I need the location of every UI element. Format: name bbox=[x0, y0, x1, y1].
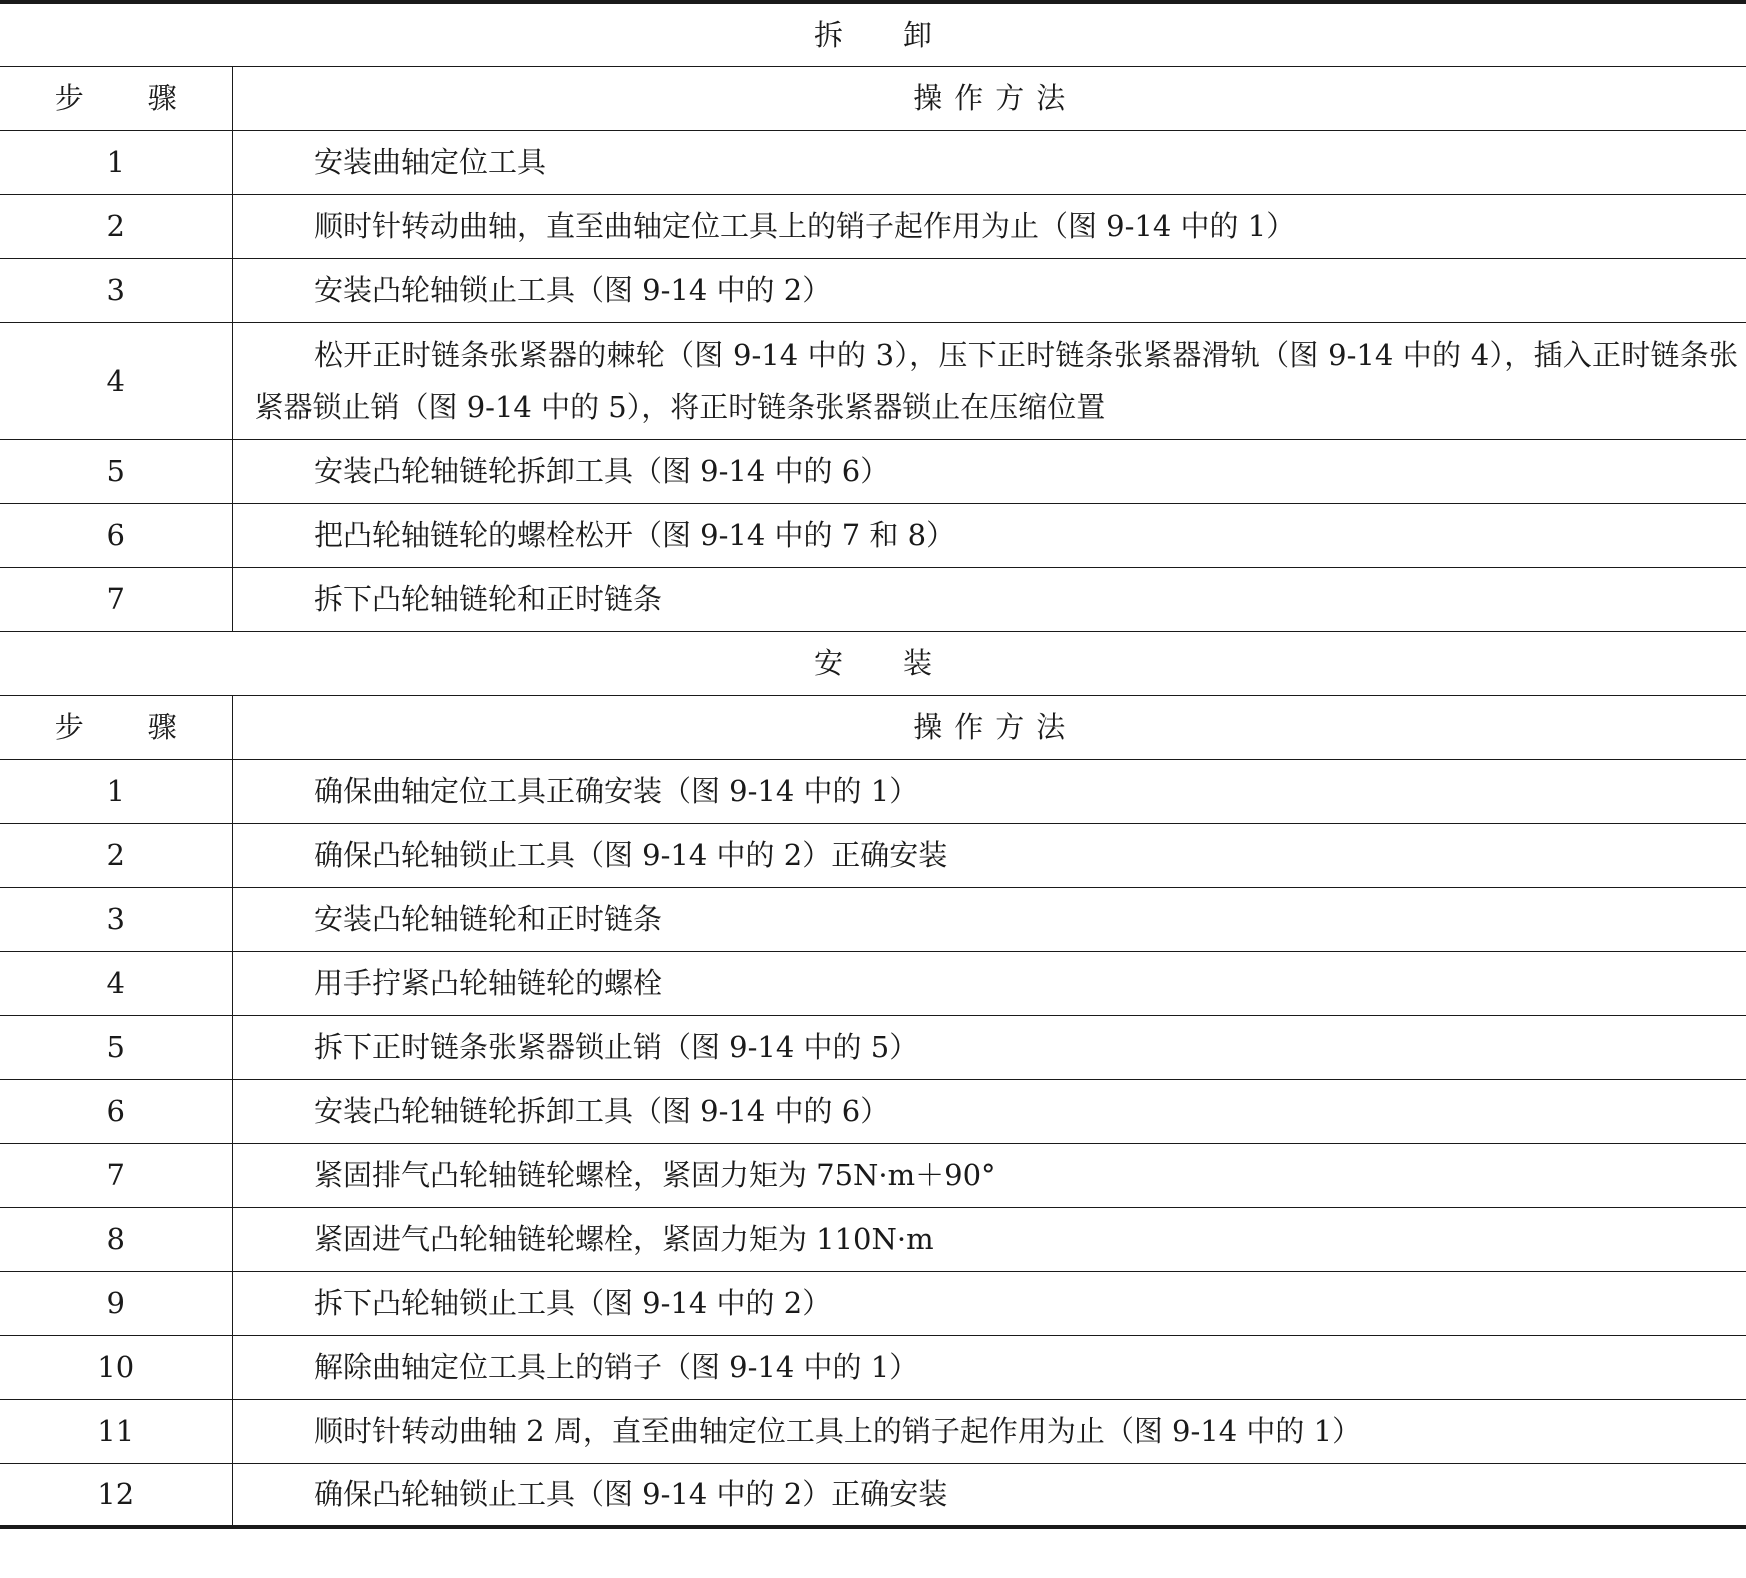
column-header-step: 步骤 bbox=[0, 695, 232, 759]
step-number: 2 bbox=[0, 823, 232, 887]
table-row bbox=[0, 1143, 1746, 1207]
section-title-installation: 安装 bbox=[0, 631, 1746, 695]
step-description: 确保曲轴定位工具正确安装（图 9-14 中的 1） bbox=[232, 759, 1746, 823]
table-row bbox=[0, 759, 1746, 823]
step-number: 7 bbox=[0, 1143, 232, 1207]
section-title-removal: 拆卸 bbox=[0, 2, 1746, 66]
step-description: 顺时针转动曲轴，直至曲轴定位工具上的销子起作用为止（图 9-14 中的 1） bbox=[232, 194, 1746, 258]
step-number: 3 bbox=[0, 887, 232, 951]
column-header-step: 步骤 bbox=[0, 66, 232, 130]
step-description: 确保凸轮轴锁止工具（图 9-14 中的 2）正确安装 bbox=[232, 1463, 1746, 1527]
step-description: 把凸轮轴链轮的螺栓松开（图 9-14 中的 7 和 8） bbox=[232, 503, 1746, 567]
step-description: 拆下凸轮轴锁止工具（图 9-14 中的 2） bbox=[232, 1271, 1746, 1335]
table-row bbox=[0, 1335, 1746, 1399]
table-row bbox=[0, 130, 1746, 194]
step-number: 3 bbox=[0, 258, 232, 322]
step-description: 松开正时链条张紧器的棘轮（图 9-14 中的 3），压下正时链条张紧器滑轨（图 9-14 中的 4），插入正时链条张紧器锁止销（图 9-14 中的 5），将正时链条张紧器锁止在压缩位置 bbox=[232, 322, 1746, 439]
step-number: 11 bbox=[0, 1399, 232, 1463]
section-title-row bbox=[0, 631, 1746, 695]
table-row bbox=[0, 1207, 1746, 1271]
step-number: 8 bbox=[0, 1207, 232, 1271]
column-header-method: 操作方法 bbox=[232, 695, 1746, 759]
step-description: 解除曲轴定位工具上的销子（图 9-14 中的 1） bbox=[232, 1335, 1746, 1399]
step-number: 9 bbox=[0, 1271, 232, 1335]
step-description: 用手拧紧凸轮轴链轮的螺栓 bbox=[232, 951, 1746, 1015]
step-number: 4 bbox=[0, 322, 232, 439]
step-description: 拆下凸轮轴链轮和正时链条 bbox=[232, 567, 1746, 631]
table-row bbox=[0, 887, 1746, 951]
table-row bbox=[0, 439, 1746, 503]
step-description: 安装凸轮轴链轮和正时链条 bbox=[232, 887, 1746, 951]
table-row bbox=[0, 1015, 1746, 1079]
header-row bbox=[0, 695, 1746, 759]
step-number: 7 bbox=[0, 567, 232, 631]
section-title-row bbox=[0, 2, 1746, 66]
step-number: 12 bbox=[0, 1463, 232, 1527]
table-row bbox=[0, 1271, 1746, 1335]
table-row bbox=[0, 258, 1746, 322]
step-number: 6 bbox=[0, 1079, 232, 1143]
table-row bbox=[0, 194, 1746, 258]
table-row bbox=[0, 1399, 1746, 1463]
table-row bbox=[0, 322, 1746, 439]
step-number: 5 bbox=[0, 1015, 232, 1079]
column-header-method: 操作方法 bbox=[232, 66, 1746, 130]
table-row bbox=[0, 503, 1746, 567]
table-row bbox=[0, 823, 1746, 887]
step-description: 顺时针转动曲轴 2 周，直至曲轴定位工具上的销子起作用为止（图 9-14 中的 1） bbox=[232, 1399, 1746, 1463]
step-number: 1 bbox=[0, 759, 232, 823]
table-row bbox=[0, 567, 1746, 631]
step-number: 10 bbox=[0, 1335, 232, 1399]
step-description: 确保凸轮轴锁止工具（图 9-14 中的 2）正确安装 bbox=[232, 823, 1746, 887]
table-row bbox=[0, 1079, 1746, 1143]
step-number: 6 bbox=[0, 503, 232, 567]
step-number: 1 bbox=[0, 130, 232, 194]
step-description: 安装凸轮轴链轮拆卸工具（图 9-14 中的 6） bbox=[232, 439, 1746, 503]
step-description: 紧固进气凸轮轴链轮螺栓，紧固力矩为 110N·m bbox=[232, 1207, 1746, 1271]
step-description: 安装曲轴定位工具 bbox=[232, 130, 1746, 194]
step-description: 安装凸轮轴锁止工具（图 9-14 中的 2） bbox=[232, 258, 1746, 322]
step-number: 4 bbox=[0, 951, 232, 1015]
step-number: 5 bbox=[0, 439, 232, 503]
step-description: 紧固排气凸轮轴链轮螺栓，紧固力矩为 75N·m＋90° bbox=[232, 1143, 1746, 1207]
table-row bbox=[0, 951, 1746, 1015]
step-description: 安装凸轮轴链轮拆卸工具（图 9-14 中的 6） bbox=[232, 1079, 1746, 1143]
step-description: 拆下正时链条张紧器锁止销（图 9-14 中的 5） bbox=[232, 1015, 1746, 1079]
step-number: 2 bbox=[0, 194, 232, 258]
table-row bbox=[0, 1463, 1746, 1527]
header-row bbox=[0, 66, 1746, 130]
